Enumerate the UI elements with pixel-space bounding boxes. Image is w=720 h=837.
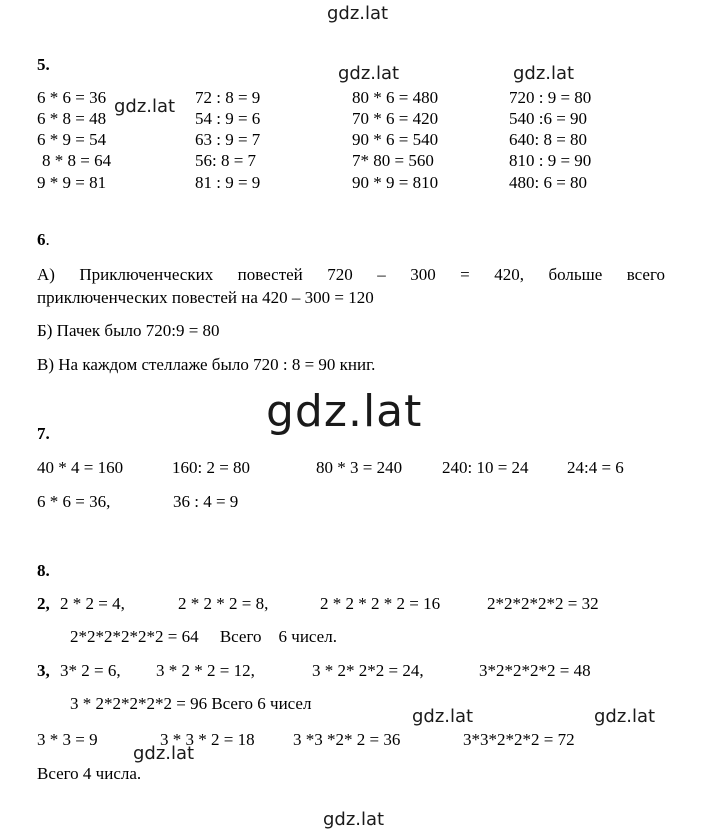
section5-heading: 5. — [37, 55, 50, 74]
s8-row2-label: 2, — [37, 594, 50, 613]
section7-heading: 7. — [37, 424, 50, 443]
s5-col1-item: 9 * 9 = 81 — [37, 173, 107, 192]
s8-row4-item: 3 *3 *2* 2 = 36 — [293, 730, 401, 749]
s7-item: 24:4 = 6 — [567, 458, 624, 477]
s5-col3-item: 70 * 6 = 420 — [352, 109, 439, 128]
s7-item: 240: 10 = 24 — [442, 458, 529, 477]
s5-col2-item: 56: 8 = 7 — [195, 151, 257, 170]
s8-row4-item: 3*3*2*2*2 = 72 — [463, 730, 575, 749]
s5-col4-item: 720 : 9 = 80 — [509, 88, 592, 107]
s6-answer-b: Б) Пачек было 720:9 = 80 — [37, 321, 220, 340]
s5-col3-item: 7* 80 = 560 — [352, 151, 434, 170]
watermark-section5-b: gdz.lat — [513, 63, 575, 84]
watermark-bottom: gdz.lat — [323, 809, 385, 830]
s5-col3-item: 90 * 9 = 810 — [352, 173, 439, 192]
s6-answer-a-line1: А) Приключенческих повестей 720 – 300 = 420, больше всего — [37, 265, 665, 284]
s5-col4-item: 810 : 9 = 90 — [509, 151, 592, 170]
section8-heading: 8. — [37, 561, 50, 580]
s8-row2-continued: 2*2*2*2*2*2 = 64 Всего 6 чисел. — [70, 627, 337, 646]
watermark-section5-a: gdz.lat — [338, 63, 400, 84]
s6-answer-a-line2: приключенческих повестей на 420 – 300 = 120 — [37, 288, 374, 307]
s5-col1-item: 6 * 9 = 54 — [37, 130, 107, 149]
s5-col4-item: 640: 8 = 80 — [509, 130, 588, 149]
s5-col3-item: 90 * 6 = 540 — [352, 130, 439, 149]
s5-col4-item: 540 :6 = 90 — [509, 109, 588, 128]
watermark-section8-c: gdz.lat — [133, 743, 195, 764]
s8-row2-item: 2 * 2 * 2 * 2 = 16 — [320, 594, 441, 613]
s5-col3-item: 80 * 6 = 480 — [352, 88, 439, 107]
s5-col2-item: 72 : 8 = 9 — [195, 88, 261, 107]
s5-col1-item: 6 * 8 = 48 — [37, 109, 107, 128]
s7-item: 40 * 4 = 160 — [37, 458, 124, 477]
s7-item: 80 * 3 = 240 — [316, 458, 403, 477]
section6-heading — [37, 230, 50, 250]
section6-heading-number: 6 — [37, 230, 46, 249]
watermark-section8-b: gdz.lat — [594, 706, 656, 727]
s5-col1-item: 8 * 8 = 64 — [42, 151, 112, 170]
s8-total: Всего 4 числа. — [37, 764, 142, 783]
s8-row3-continued: 3 * 2*2*2*2*2 = 96 Всего 6 чисел — [70, 694, 312, 713]
section6-heading-dot: . — [45, 230, 50, 249]
watermark-top: gdz.lat — [327, 3, 389, 24]
s8-row3-item: 3*2*2*2*2 = 48 — [479, 661, 591, 680]
s8-row3-item: 3* 2 = 6, — [60, 661, 121, 680]
watermark-big: gdz.lat — [266, 386, 423, 437]
s7-item: 160: 2 = 80 — [172, 458, 251, 477]
s8-row3-item: 3 * 2* 2*2 = 24, — [312, 661, 424, 680]
s8-row4-item: 3 * 3 = 9 — [37, 730, 98, 749]
s8-row2-item: 2*2*2*2*2 = 32 — [487, 594, 599, 613]
watermark-section8-a: gdz.lat — [412, 706, 474, 727]
watermark-section5-c: gdz.lat — [114, 96, 176, 117]
s7-item: 6 * 6 = 36, — [37, 492, 111, 511]
s5-col1-item: 6 * 6 = 36 — [37, 88, 107, 107]
s8-row2-item: 2 * 2 = 4, — [60, 594, 125, 613]
s6-answer-c: В) На каждом стеллаже было 720 : 8 = 90 книг. — [37, 355, 376, 374]
s8-row3-item: 3 * 2 * 2 = 12, — [156, 661, 255, 680]
s8-row3-label: 3, — [37, 661, 50, 680]
s8-row4-item: 3 * 3 * 2 = 18 — [160, 730, 255, 749]
s7-item: 36 : 4 = 9 — [173, 492, 239, 511]
s5-col4-item: 480: 6 = 80 — [509, 173, 588, 192]
s5-col2-item: 54 : 9 = 6 — [195, 109, 261, 128]
s5-col2-item: 81 : 9 = 9 — [195, 173, 261, 192]
s5-col2-item: 63 : 9 = 7 — [195, 130, 261, 149]
s8-row2-item: 2 * 2 * 2 = 8, — [178, 594, 269, 613]
